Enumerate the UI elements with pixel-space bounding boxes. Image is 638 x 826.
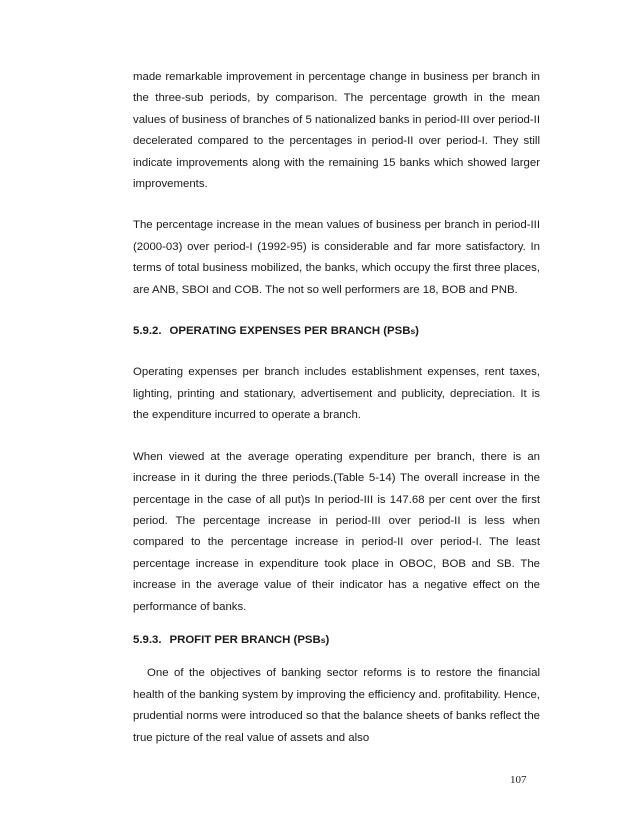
paragraph-business-growth: made remarkable improvement in percentage change in business per branch in the three-sub periods, by comparison. The percentage growth in the mean values of business of branches of 5 nationalized banks in period-III over period-II decelerated compared to the percentages in period-II over period-I. They still indicate improvements along with the remaining 15 banks which showed larger improvements. — [133, 71, 540, 191]
page-number: 107 — [510, 774, 527, 786]
paragraph-period-comparison: The percentage increase in the mean values of business per branch in period-III (2000-03) over period-I (1992-95) is considerable and far more satisfactory. In terms of total business mobilized, the banks, which occupy the first three places, are ANB, SBOI and COB. The not so well performers are 18, BOB and PNB. — [133, 219, 540, 296]
section-title-close: ) — [325, 633, 330, 646]
section-number: 5.9.2. — [133, 325, 162, 338]
section-heading-operating-expenses — [133, 321, 540, 342]
paragraph-banking-reforms: One of the objectives of banking sector reforms is to restore the financial health of the banking system by improving the efficiency and. profitability. Hence, prudential norms were introduced so that the balance sheets of banks reflect the true picture of the real value of assets and also — [133, 667, 540, 744]
section-heading-profit-per-branch — [133, 630, 540, 651]
section-title-suffix: s — [410, 326, 416, 337]
section-title: OPERATING EXPENSES PER BRANCH (PSB — [169, 325, 411, 338]
paragraph-operating-expenditure-analysis: When viewed at the average operating expenditure per branch, there is an increase in it during the three periods.(Table 5-14) The overall increase in the percentage in the case of all put)s In period-III is 147.68 per cent over the first period. The percentage increase in period-III over period-II is less when compared to the percentage increase in period-II over period-I. The least percentage increase in expenditure took place in OBOC, BOB and SB. The increase in the average value of their indicator has a negative effect on the performance of banks. — [133, 450, 540, 613]
page-content — [133, 67, 540, 749]
section-title-close: ) — [415, 325, 419, 338]
section-title: PROFIT PER BRANCH (PSB — [169, 633, 321, 646]
section-number: 5.9.3. — [133, 633, 162, 646]
section-title-suffix: s — [320, 634, 326, 645]
paragraph-operating-expenses-definition: Operating expenses per branch includes establishment expenses, rent taxes, lighting, printing and stationary, advertisement and publicity, depreciation. It is the expenditure incurred to operate a branch. — [133, 366, 540, 422]
